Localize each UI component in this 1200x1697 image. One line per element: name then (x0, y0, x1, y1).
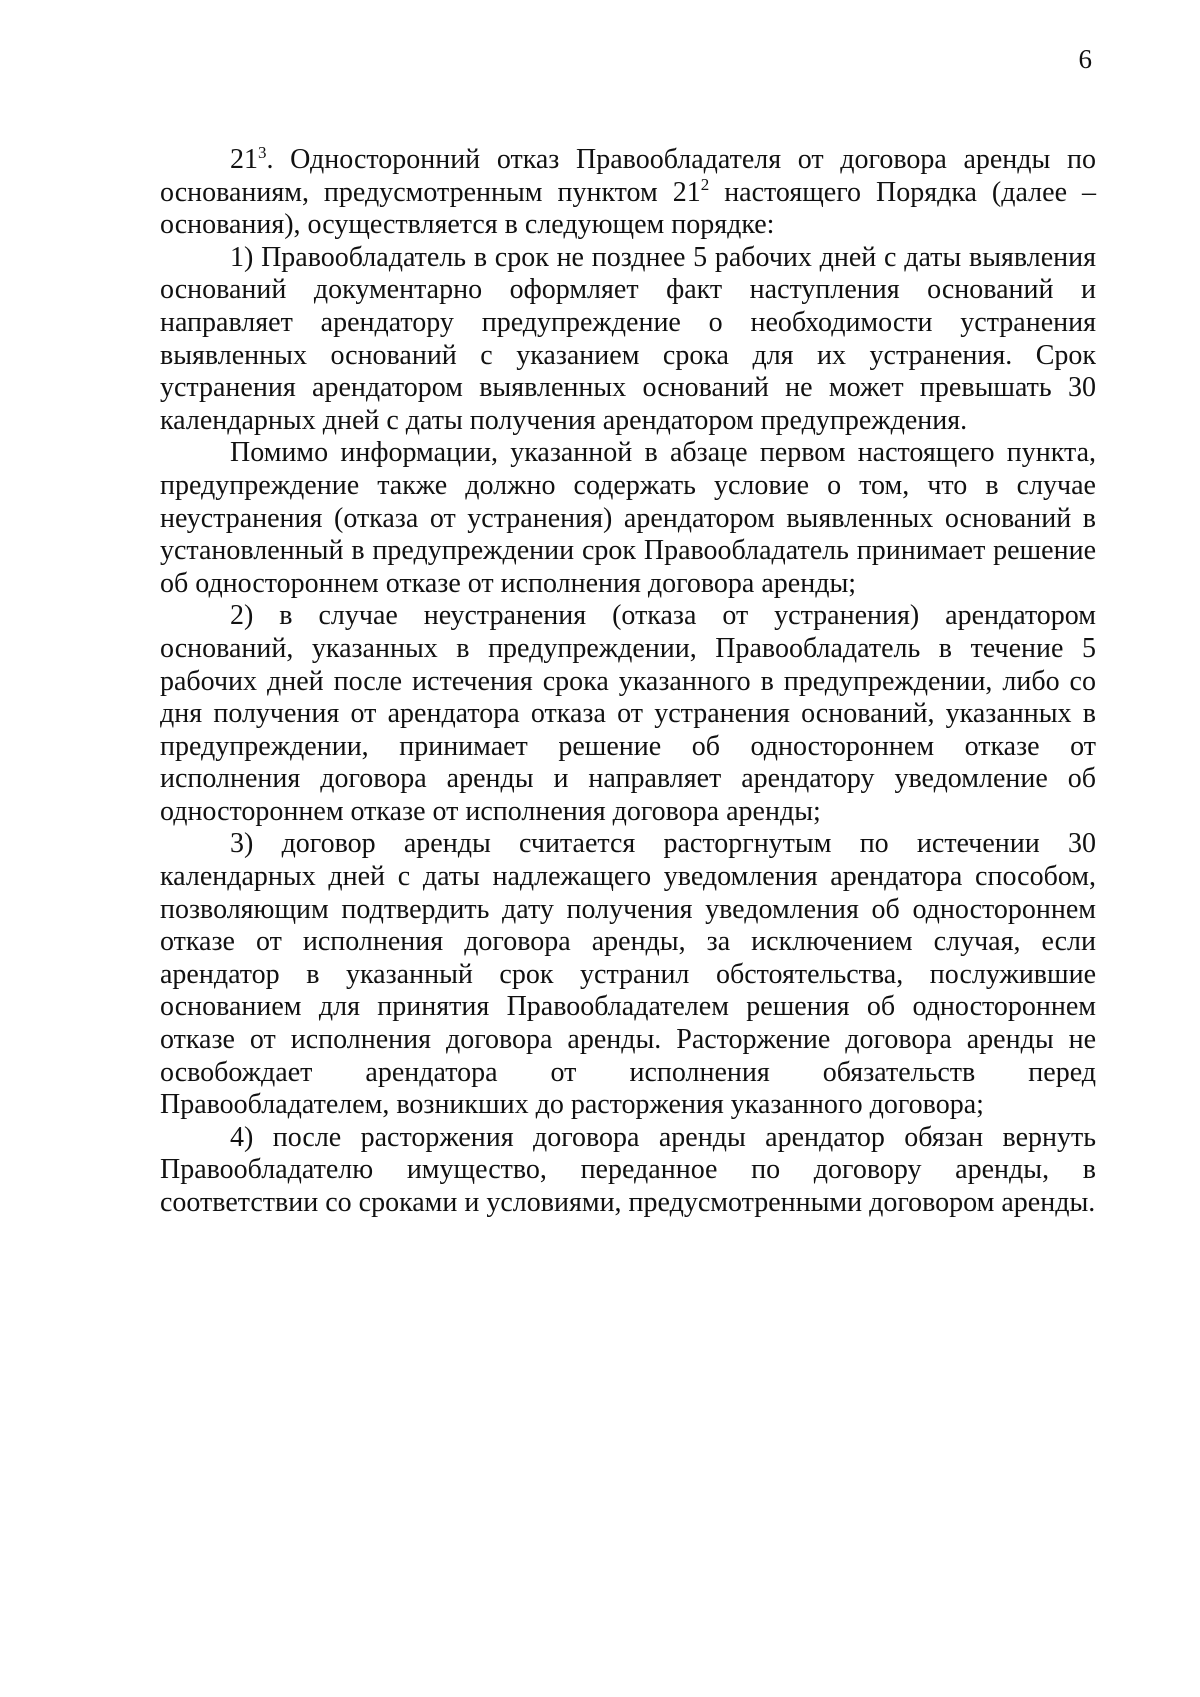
reference-superscript: 2 (700, 175, 710, 195)
paragraph-item-1-continuation: Помимо информации, указанной в абзаце первом настоящего пункта, предупреждение также должно содержать условие о том, что в случае неустранения (отказа от устранения) арендатором выявленных оснований в установленный в предупреждении срок Правообладатель принимает решение об одностороннем отказе от исполнения договора аренды; (160, 437, 1096, 599)
document-body (160, 144, 1096, 1220)
paragraph-item-1: 1) Правообладатель в срок не позднее 5 рабочих дней с даты выявления оснований документарно оформляет факт наступления оснований и направляет арендатору предупреждение о необходимости устранения выявленных оснований с указанием срока для их устранения. Срок устранения арендатором выявленных оснований не может превышать 30 календарных дней с даты получения арендатором предупреждения. (160, 241, 1096, 436)
paragraph-item-4: 4) после расторжения договора аренды арендатор обязан вернуть Правообладателю имущество, переданное по договору аренды, в соответствии со сроками и условиями, предусмотренными договором аренды. (160, 1121, 1096, 1218)
clause-number: 21 (230, 144, 258, 175)
paragraph-21-3 (160, 144, 1096, 242)
paragraph-item-3: 3) договор аренды считается расторгнутым по истечении 30 календарных дней с даты надлежащего уведомления арендатора способом, позволяющим подтвердить дату получения уведомления об одностороннем отказе от исполнения договора аренды, за исключением случая, если арендатор в указанный срок устранил обстоятельства, послужившие основанием для принятия Правообладателем решения об одностороннем отказе от исполнения договора аренды. Расторжение договора аренды не освобождает арендатора от исполнения обязательств перед Правообладателем, возникших до расторжения указанного договора; (160, 828, 1096, 1121)
clause-superscript: 3 (258, 142, 267, 162)
page-number: 6 (1078, 44, 1092, 74)
paragraph-item-2: 2) в случае неустранения (отказа от устранения) арендатором оснований, указанных в предупреждении, Правообладатель в течение 5 рабочих дней после истечения срока указанного в предупреждении, либо со дня получения от арендатора отказа от устранения оснований, указанных в предупреждении, принимает решение об одностороннем отказе от исполнения договора аренды и направляет арендатору уведомление об одностороннем отказе от исполнения договора аренды; (160, 600, 1096, 827)
paragraph-text: настоящего Порядка (далее – основания), осуществляется в следующем порядке: (160, 176, 1096, 241)
paragraph-text: . Односторонний отказ Правообладателя от договора аренды по основаниям, предусмотренным пунктом 21 (160, 144, 1096, 208)
